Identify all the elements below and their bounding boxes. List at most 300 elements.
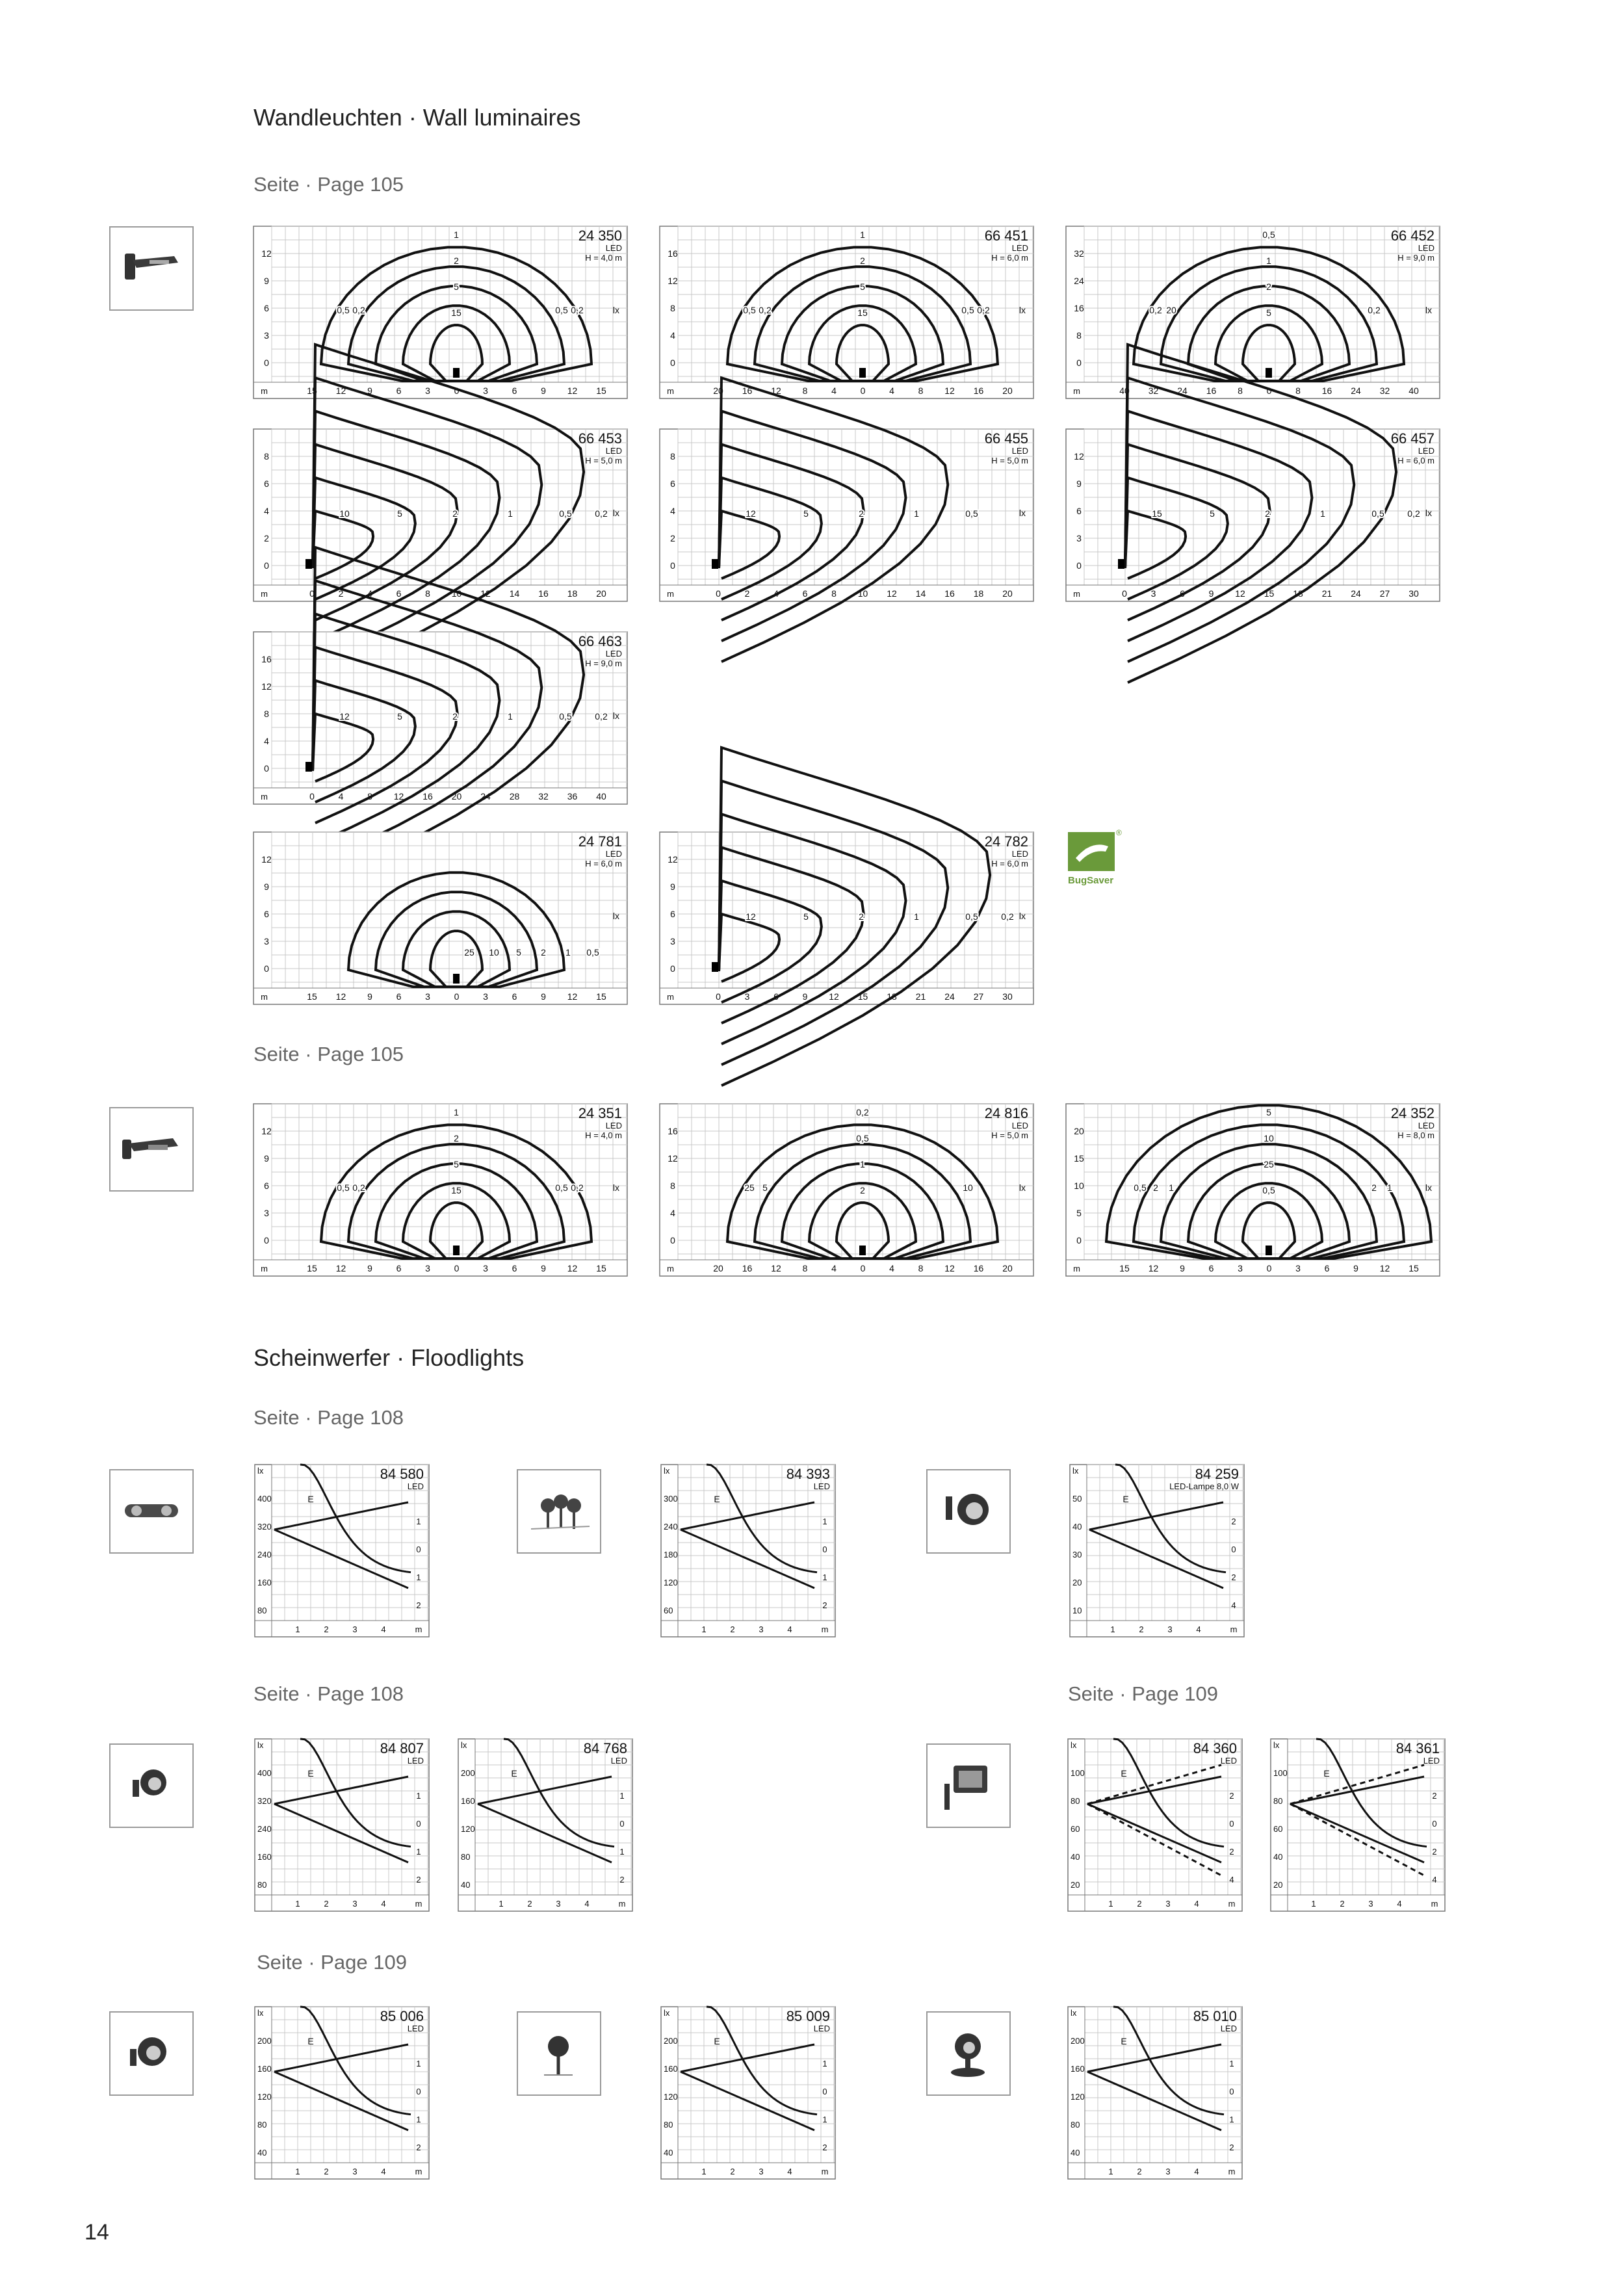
- y-tick-label: 60: [1273, 1824, 1283, 1834]
- right-tick-label: 0: [822, 2087, 827, 2096]
- x-tick-label: 2: [338, 588, 344, 599]
- contour-label: 0,5: [1371, 508, 1384, 519]
- y-tick-label: 4: [670, 330, 675, 341]
- right-tick-label: 2: [1432, 1847, 1437, 1857]
- x-tick-label: 1: [295, 1899, 300, 1909]
- x-tick-label: 18: [1293, 588, 1303, 599]
- y-tick-label: 3: [1076, 533, 1082, 543]
- chart-note: LED: [1423, 1756, 1440, 1766]
- cone-chart-84393: [661, 1465, 835, 1637]
- y-tick-label: 4: [264, 506, 269, 516]
- y-tick-label: 80: [257, 2120, 267, 2130]
- y-unit-label: lx: [257, 1740, 264, 1750]
- x-tick-label: 6: [396, 1263, 402, 1273]
- y-tick-label: 12: [668, 1153, 678, 1164]
- right-tick-label: 1: [822, 1572, 827, 1582]
- y-tick-label: 0: [670, 1235, 675, 1246]
- right-tick-label: 1: [619, 1847, 625, 1857]
- x-tick-label: 0: [309, 791, 315, 802]
- x-tick-label: 0: [309, 588, 315, 599]
- x-unit-label: m: [261, 589, 268, 599]
- x-tick-label: 6: [512, 991, 517, 1002]
- x-tick-label: 3: [1150, 588, 1156, 599]
- y-tick-label: 50: [1072, 1494, 1082, 1504]
- contour-label: 0,5: [1262, 1185, 1275, 1195]
- y-tick-label: 6: [264, 909, 269, 919]
- x-tick-label: 12: [1379, 1263, 1390, 1273]
- product-number: 24 351: [578, 1105, 622, 1121]
- y-unit-label: lx: [1072, 1466, 1079, 1476]
- right-tick-label: 4: [1231, 1600, 1236, 1610]
- right-tick-label: 1: [619, 1791, 625, 1801]
- x-tick-label: 3: [483, 385, 488, 396]
- y-tick-label: 20: [1074, 1126, 1084, 1136]
- y-tick-label: 40: [257, 2148, 267, 2158]
- x-tick-label: 27: [973, 991, 984, 1002]
- spot-light-icon: [928, 2013, 1009, 2094]
- right-tick-label: 2: [619, 1875, 625, 1885]
- right-tick-label: 2: [1231, 1517, 1236, 1526]
- y-tick-label: 10: [1072, 1606, 1082, 1615]
- contour-label: 10: [1264, 1133, 1274, 1143]
- chart-note: H = 6,0 m: [991, 253, 1028, 263]
- contour-label: 10: [339, 508, 350, 519]
- y-tick-label: 0: [670, 560, 675, 571]
- right-tick-label: 2: [1229, 1791, 1234, 1801]
- chart-note: LED: [605, 446, 622, 456]
- isolux-svg: [253, 226, 627, 398]
- y-tick-label: 0: [264, 963, 269, 974]
- y-tick-label: 100: [1071, 1768, 1085, 1778]
- contour-label: 2: [454, 255, 459, 266]
- isolux-svg: [253, 1104, 627, 1276]
- x-tick-label: 2: [730, 1624, 735, 1634]
- right-tick-label: 1: [416, 2059, 421, 2068]
- y-tick-label: 160: [664, 2064, 678, 2074]
- right-tick-label: 4: [1229, 1875, 1234, 1885]
- x-tick-label: 20: [451, 791, 462, 802]
- right-tick-label: 2: [1231, 1572, 1236, 1582]
- y-tick-label: 40: [1071, 2148, 1080, 2158]
- x-tick-label: 16: [1321, 385, 1332, 396]
- spike-spot-cluster-thumbnail: [517, 1469, 601, 1554]
- x-tick-label: 3: [1165, 2167, 1171, 2176]
- contour-label: 5: [397, 508, 402, 519]
- product-number: 84 360: [1193, 1740, 1237, 1756]
- contour-label: 2: [859, 508, 864, 519]
- contour-label: 1: [860, 229, 865, 240]
- right-tick-label: 0: [1229, 1819, 1234, 1829]
- x-tick-label: 8: [802, 1263, 808, 1273]
- x-tick-label: 6: [396, 588, 402, 599]
- chart-note: LED: [605, 849, 622, 859]
- x-tick-label: 2: [324, 1624, 329, 1634]
- y-tick-label: 120: [664, 1578, 678, 1587]
- isolux-svg: [660, 429, 1033, 601]
- contour-label: 5: [454, 281, 459, 292]
- contour-label: 2: [1265, 508, 1270, 519]
- cone-chart-84360: [1068, 1739, 1242, 1911]
- spike-spot-icon: [518, 1470, 600, 1552]
- x-tick-label: 0: [1266, 385, 1272, 396]
- y-tick-label: 120: [1071, 2092, 1085, 2102]
- y-tick-label: 80: [257, 1606, 267, 1615]
- contour-label: 0,2: [759, 305, 772, 315]
- x-tick-label: 4: [338, 791, 344, 802]
- y-unit-label: lx: [257, 1466, 264, 1476]
- x-tick-label: 40: [1119, 385, 1130, 396]
- cone-chart-84768: [458, 1739, 632, 1911]
- y-tick-label: 6: [1076, 506, 1082, 516]
- x-tick-label: 9: [1353, 1263, 1358, 1273]
- spot-light-icon: [928, 1470, 1009, 1552]
- contour-label: 1: [914, 508, 919, 519]
- curve-label-e: E: [307, 1768, 314, 1779]
- y-tick-label: 2: [670, 533, 675, 543]
- x-tick-label: 2: [324, 1899, 329, 1909]
- unit-label: lx: [1019, 305, 1026, 315]
- contour-label: 0,2: [856, 1107, 869, 1117]
- contour-label: 2: [452, 711, 458, 722]
- contour-label: 0,2: [595, 508, 608, 519]
- cone-svg: [255, 2007, 429, 2179]
- contour-label: 0,2: [595, 711, 608, 722]
- y-tick-label: 32: [1074, 248, 1084, 259]
- x-tick-label: 2: [324, 2167, 329, 2176]
- y-tick-label: 240: [257, 1550, 272, 1559]
- isolux-chart-24351: [253, 1104, 627, 1276]
- contour-label: 2: [541, 947, 546, 958]
- x-tick-label: 12: [944, 385, 955, 396]
- y-tick-label: 40: [1273, 1852, 1283, 1862]
- cone-svg: [1068, 1739, 1242, 1911]
- x-tick-label: 12: [944, 1263, 955, 1273]
- isolux-svg: [660, 226, 1033, 398]
- contour-label: 1: [1320, 508, 1325, 519]
- x-tick-label: 4: [1194, 1899, 1199, 1909]
- contour-label: 0,5: [555, 305, 568, 315]
- isolux-svg: [253, 832, 627, 1004]
- y-tick-label: 0: [1076, 560, 1082, 571]
- x-tick-label: 14: [509, 588, 520, 599]
- contour-label: 2: [452, 508, 458, 519]
- x-tick-label: 8: [918, 1263, 924, 1273]
- x-tick-label: 28: [509, 791, 520, 802]
- y-tick-label: 40: [664, 2148, 673, 2158]
- isolux-chart-66453: [253, 429, 627, 601]
- x-tick-label: 15: [596, 385, 606, 396]
- contour-label: 0,2: [977, 305, 990, 315]
- y-tick-label: 0: [670, 358, 675, 368]
- cone-chart-84580: [255, 1465, 429, 1637]
- chart-note: LED: [605, 243, 622, 253]
- bugsaver-icon: [1068, 832, 1120, 874]
- unit-label: lx: [1425, 305, 1432, 315]
- y-unit-label: lx: [664, 1466, 670, 1476]
- y-unit-label: lx: [1071, 2008, 1077, 2018]
- contour-label: 2: [859, 911, 864, 922]
- luminaire-marker: [1118, 559, 1124, 569]
- curve-label-e: E: [1121, 2036, 1127, 2046]
- right-tick-label: 0: [416, 2087, 421, 2096]
- chart-note: LED: [407, 2024, 424, 2033]
- x-tick-label: 4: [584, 1899, 590, 1909]
- page-ref-105-b: Seite · Page 105: [253, 1043, 404, 1065]
- x-unit-label: m: [1230, 1624, 1238, 1634]
- contour-label: 2: [860, 255, 865, 266]
- page-ref-108-a: Seite · Page 108: [253, 1406, 404, 1429]
- y-tick-label: 240: [664, 1522, 678, 1532]
- y-tick-label: 180: [664, 1550, 678, 1559]
- x-unit-label: m: [261, 992, 268, 1002]
- right-tick-label: 1: [416, 1572, 421, 1582]
- x-tick-label: 6: [512, 1263, 517, 1273]
- chart-note: LED: [1011, 1121, 1028, 1130]
- chart-note: H = 6,0 m: [991, 859, 1028, 868]
- section-title-flood: Scheinwerfer · Floodlights: [253, 1344, 525, 1371]
- product-number: 24 816: [984, 1105, 1028, 1121]
- contour-label: 0,5: [856, 1133, 869, 1143]
- floodlight-icon: [928, 1745, 1009, 1827]
- chart-frame: [660, 1104, 1033, 1276]
- y-tick-label: 8: [264, 451, 269, 462]
- x-tick-label: 12: [480, 588, 491, 599]
- luminaire-marker: [305, 559, 312, 569]
- x-tick-label: 10: [451, 588, 462, 599]
- curve-label-e: E: [511, 1768, 517, 1779]
- contour-label: 0,5: [965, 508, 978, 519]
- y-tick-label: 16: [668, 248, 678, 259]
- cone-chart-85009: [661, 2007, 835, 2179]
- chart-note: LED: [407, 1481, 424, 1491]
- chart-note: LED: [407, 1756, 424, 1766]
- contour-label: 0,5: [559, 508, 572, 519]
- x-tick-label: 6: [1180, 588, 1185, 599]
- y-tick-label: 9: [1076, 478, 1082, 489]
- y-tick-label: 16: [261, 654, 272, 664]
- x-tick-label: 1: [499, 1899, 504, 1909]
- isolux-chart-66455: [660, 429, 1033, 601]
- x-tick-label: 15: [307, 991, 317, 1002]
- chart-note: LED: [1418, 446, 1435, 456]
- y-tick-label: 120: [257, 2092, 272, 2102]
- chart-frame: [253, 832, 627, 1004]
- x-tick-label: 14: [915, 588, 926, 599]
- x-tick-label: 1: [1311, 1899, 1316, 1909]
- y-tick-label: 0: [1076, 358, 1082, 368]
- y-tick-label: 6: [670, 909, 675, 919]
- y-tick-label: 9: [670, 881, 675, 892]
- product-number: 24 352: [1390, 1105, 1435, 1121]
- right-tick-label: 0: [416, 1545, 421, 1554]
- contour-label: 0,2: [1149, 305, 1162, 315]
- x-tick-label: 9: [541, 385, 546, 396]
- x-tick-label: 24: [1351, 385, 1361, 396]
- bugsaver-label: BugSaver: [1068, 875, 1114, 886]
- x-tick-label: 27: [1379, 588, 1390, 599]
- x-tick-label: 40: [596, 791, 606, 802]
- curve-label-e: E: [1123, 1494, 1129, 1504]
- isolux-chart-24781: [253, 832, 627, 1004]
- chart-note: LED: [1418, 243, 1435, 253]
- x-tick-label: 40: [1409, 385, 1419, 396]
- x-unit-label: m: [261, 386, 268, 396]
- x-tick-label: 4: [773, 588, 779, 599]
- x-tick-label: 0: [454, 1263, 460, 1273]
- wall-luminaire-2-thumbnail: [109, 1107, 194, 1192]
- x-tick-label: 24: [944, 991, 955, 1002]
- x-tick-label: 21: [915, 991, 926, 1002]
- contour-label: 1: [508, 711, 513, 722]
- contour-label: 1: [860, 1159, 865, 1169]
- x-tick-label: 3: [759, 1624, 764, 1634]
- chart-note: LED: [605, 1121, 622, 1130]
- x-unit-label: m: [1228, 1899, 1236, 1909]
- cone-svg: [255, 1739, 429, 1911]
- chart-note: LED: [610, 1756, 627, 1766]
- luminaire-marker: [1266, 1246, 1272, 1255]
- right-tick-label: 2: [1229, 2143, 1234, 2152]
- x-tick-label: 3: [483, 991, 488, 1002]
- contour-label: 5: [397, 711, 402, 722]
- chart-note: H = 5,0 m: [991, 1130, 1028, 1140]
- luminaire-marker: [453, 1246, 460, 1255]
- section-title-wall: Wandleuchten · Wall luminaires: [253, 104, 581, 131]
- y-tick-label: 0: [264, 560, 269, 571]
- contour-label: 1: [454, 229, 459, 240]
- right-tick-label: 1: [416, 1847, 421, 1857]
- x-tick-label: 3: [1368, 1899, 1373, 1909]
- x-tick-label: 4: [381, 2167, 386, 2176]
- x-tick-label: 30: [1002, 991, 1013, 1002]
- y-tick-label: 160: [257, 1852, 272, 1862]
- contour-label: 0,5: [337, 1182, 350, 1193]
- contour-label: 0,2: [571, 305, 584, 315]
- contour-label: 0,5: [1134, 1182, 1147, 1193]
- x-tick-label: 4: [831, 1263, 837, 1273]
- y-tick-label: 240: [257, 1824, 272, 1834]
- y-tick-label: 60: [1071, 1824, 1080, 1834]
- x-tick-label: 3: [425, 1263, 430, 1273]
- product-number: 66 452: [1390, 228, 1435, 244]
- x-tick-label: 6: [396, 991, 402, 1002]
- contour-label: 5: [762, 1182, 768, 1193]
- x-tick-label: 4: [381, 1899, 386, 1909]
- chart-note: LED: [1011, 243, 1028, 253]
- contour-label: 1: [508, 508, 513, 519]
- x-tick-label: 0: [860, 1263, 866, 1273]
- x-tick-label: 0: [716, 588, 721, 599]
- curve-label-e: E: [714, 2036, 720, 2046]
- y-tick-label: 80: [257, 1880, 267, 1890]
- right-tick-label: 1: [1229, 2059, 1234, 2068]
- y-tick-label: 0: [264, 358, 269, 368]
- page-ref-109-b: Seite · Page 109: [257, 1951, 407, 1974]
- contour-label: 15: [1152, 508, 1162, 519]
- chart-note: H = 8,0 m: [1397, 1130, 1435, 1140]
- x-tick-label: 2: [730, 2167, 735, 2176]
- spike-85009-thumbnail: [517, 2011, 601, 2096]
- unit-label: lx: [1425, 508, 1432, 518]
- x-unit-label: m: [415, 1899, 422, 1909]
- unit-label: lx: [1019, 508, 1026, 518]
- y-tick-label: 200: [461, 1768, 475, 1778]
- isolux-chart-66451: [660, 226, 1033, 398]
- cone-chart-85010: [1068, 2007, 1242, 2179]
- isolux-svg: [1066, 226, 1440, 398]
- product-number: 84 393: [786, 1466, 830, 1482]
- product-number: 84 361: [1396, 1740, 1440, 1756]
- isolux-svg: [660, 1104, 1033, 1276]
- x-tick-label: 2: [1139, 1624, 1144, 1634]
- curve-label-e: E: [307, 2036, 314, 2046]
- y-tick-label: 100: [1273, 1768, 1288, 1778]
- cone-svg: [1068, 2007, 1242, 2179]
- spot-84259-thumbnail: [926, 1469, 1011, 1554]
- y-tick-label: 12: [261, 248, 272, 259]
- x-tick-label: 3: [1165, 1899, 1171, 1909]
- y-tick-label: 120: [664, 2092, 678, 2102]
- y-tick-label: 200: [664, 2036, 678, 2046]
- x-tick-label: 9: [1208, 588, 1214, 599]
- isolux-chart-24352: [1066, 1104, 1440, 1276]
- isolux-chart-66457: [1066, 429, 1440, 601]
- luminaire-marker: [1266, 368, 1272, 378]
- floodlight-84360-thumbnail: [926, 1743, 1011, 1828]
- right-tick-label: 0: [1229, 2087, 1234, 2096]
- x-tick-label: 20: [1002, 588, 1013, 599]
- x-tick-label: 20: [1002, 1263, 1013, 1273]
- isolux-svg: [253, 429, 627, 601]
- y-tick-label: 160: [257, 1578, 272, 1587]
- contour-label: 1: [1169, 1182, 1174, 1193]
- y-tick-label: 80: [461, 1852, 471, 1862]
- unit-label: lx: [612, 911, 619, 921]
- x-unit-label: m: [618, 1899, 626, 1909]
- x-tick-label: 18: [567, 588, 578, 599]
- right-tick-label: 2: [822, 1600, 827, 1610]
- unit-label: lx: [612, 711, 619, 721]
- y-unit-label: lx: [257, 2008, 264, 2018]
- spike-spot-icon: [518, 2013, 600, 2094]
- right-tick-label: 0: [822, 1545, 827, 1554]
- page-ref-108-b: Seite · Page 108: [253, 1682, 404, 1705]
- contour-label: 2: [1371, 1182, 1377, 1193]
- spot-light-icon: [110, 2013, 192, 2094]
- x-tick-label: 0: [860, 385, 866, 396]
- isolux-chart-24350: [253, 226, 627, 398]
- contour-label: 0,2: [352, 305, 365, 315]
- x-tick-label: 20: [713, 385, 723, 396]
- x-tick-label: 3: [483, 1263, 488, 1273]
- x-tick-label: 9: [802, 991, 808, 1002]
- y-tick-label: 16: [1074, 303, 1084, 313]
- y-unit-label: lx: [664, 2008, 670, 2018]
- contour-label: 0,5: [961, 305, 974, 315]
- y-tick-label: 6: [670, 478, 675, 489]
- y-tick-label: 16: [668, 1126, 678, 1136]
- contour-label: 1: [1266, 255, 1271, 266]
- x-tick-label: 24: [480, 791, 491, 802]
- y-tick-label: 6: [264, 1181, 269, 1191]
- product-number: 84 259: [1195, 1466, 1239, 1482]
- x-tick-label: 9: [541, 991, 546, 1002]
- isolux-svg: [1066, 1104, 1440, 1276]
- cone-svg: [255, 1465, 429, 1637]
- y-tick-label: 400: [257, 1768, 272, 1778]
- x-unit-label: m: [1431, 1899, 1438, 1909]
- x-unit-label: m: [667, 386, 674, 396]
